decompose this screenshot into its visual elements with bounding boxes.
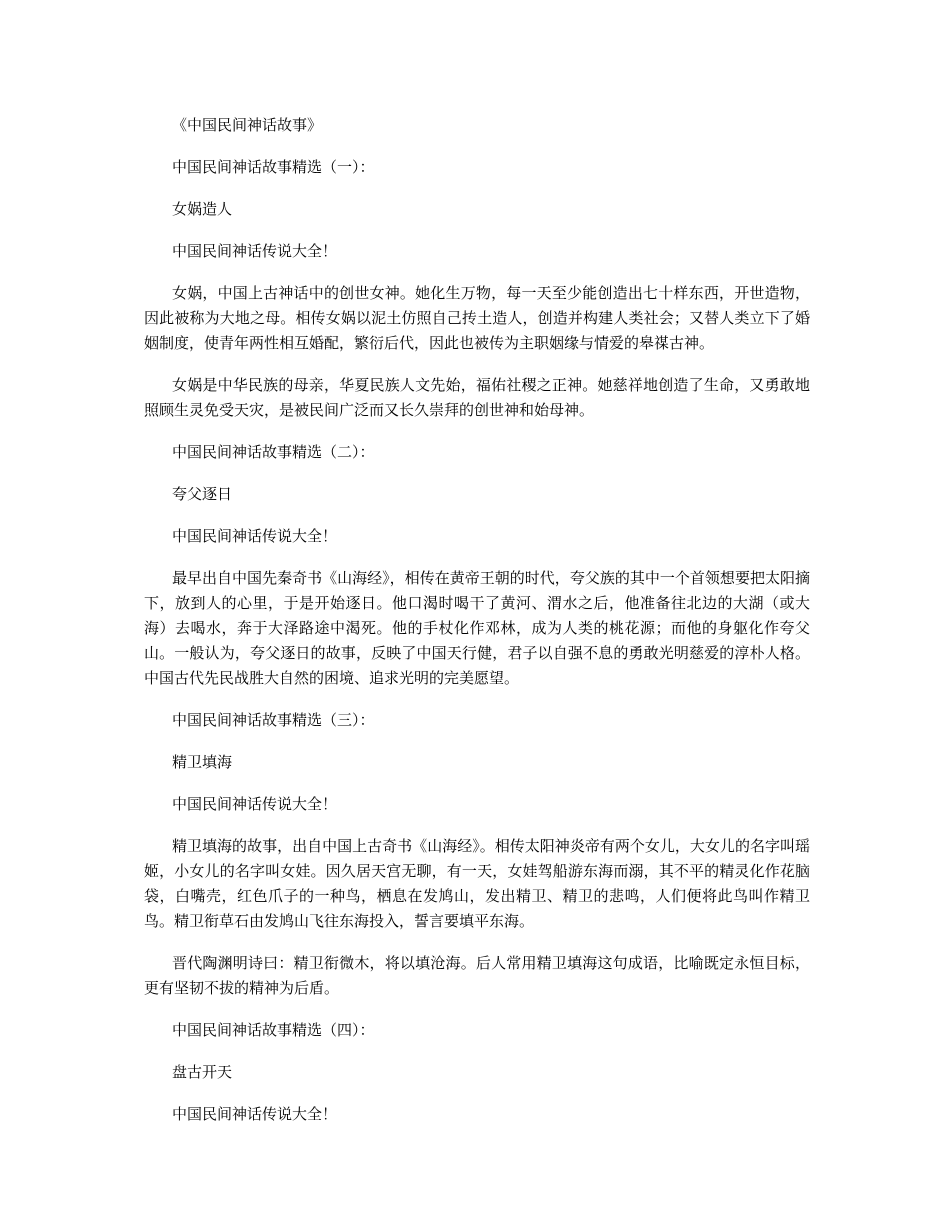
section-3-heading: 中国民间神话故事精选（三）： [172,711,375,729]
document-title: 《中国民间神话故事》 [172,116,323,134]
section-3-story-title: 精卫填海 [172,753,233,771]
section-3-subtitle: 中国民间神话传说大全！ [172,795,338,813]
section-4-subtitle: 中国民间神话传说大全！ [172,1105,338,1123]
section-2-subtitle: 中国民间神话传说大全！ [172,527,338,545]
section-1-subtitle: 中国民间神话传说大全！ [172,242,338,260]
section-1-heading: 中国民间神话故事精选（一）： [172,158,375,176]
section-4-heading: 中国民间神话故事精选（四）： [172,1021,375,1039]
section-2-paragraph-1: 最早出自中国先秦奇书《山海经》，相传在黄帝王朝的时代，夸父族的其中一个首领想要把太阳摘下，放到人的心里，于是开始逐日。他口渴时喝干了黄河、渭水之后，他准备往北边的大湖（或大海）去喝水，奔于大泽路途中渴死。他的手杖化作邓林，成为人类的桃花源；而他的身躯化作夸父山。一般认为，夸父逐日的故事，反映了中国天行健，君子以自强不息的勇敢光明慈爱的淳朴人格。中国古代先民战胜大自然的困境、追求光明的完美愿望。 [144,569,810,687]
section-2-story-title: 夸父逐日 [172,485,233,503]
section-3-paragraph-2: 晋代陶渊明诗曰：精卫衔微木，将以填沧海。后人常用精卫填海这句成语，比喻既定永恒目标，更有坚韧不拔的精神为后盾。 [144,954,810,997]
section-1-story-title: 女娲造人 [172,200,233,218]
section-4-story-title: 盘古开天 [172,1063,233,1081]
section-2-heading: 中国民间神话故事精选（二）： [172,443,375,461]
section-1-paragraph-2: 女娲是中华民族的母亲，华夏民族人文先始，福佑社稷之正神。她慈祥地创造了生命，又勇敢地照顾生灵免受天灾，是被民间广泛而又长久崇拜的创世神和始母神。 [144,376,810,419]
section-1-paragraph-1: 女娲，中国上古神话中的创世女神。她化生万物，每一天至少能创造出七十样东西，开世造物，因此被称为大地之母。相传女娲以泥土仿照自己抟土造人，创造并构建人类社会；又替人类立下了婚姻制度，使青年两性相互婚配，繁衍后代，因此也被传为主职姻缘与情爱的皋禖古神。 [144,284,810,352]
section-3-paragraph-1: 精卫填海的故事，出自中国上古奇书《山海经》。相传太阳神炎帝有两个女儿，大女儿的名字叫瑶姬，小女儿的名字叫女娃。因久居天宫无聊，有一天，女娃驾船游东海而溺，其不平的精灵化作花脑袋，白嘴壳，红色爪子的一种鸟，栖息在发鸠山，发出精卫、精卫的悲鸣，人们便将此鸟叫作精卫鸟。精卫衔草石由发鸠山飞往东海投入，誓言要填平东海。 [144,837,810,930]
